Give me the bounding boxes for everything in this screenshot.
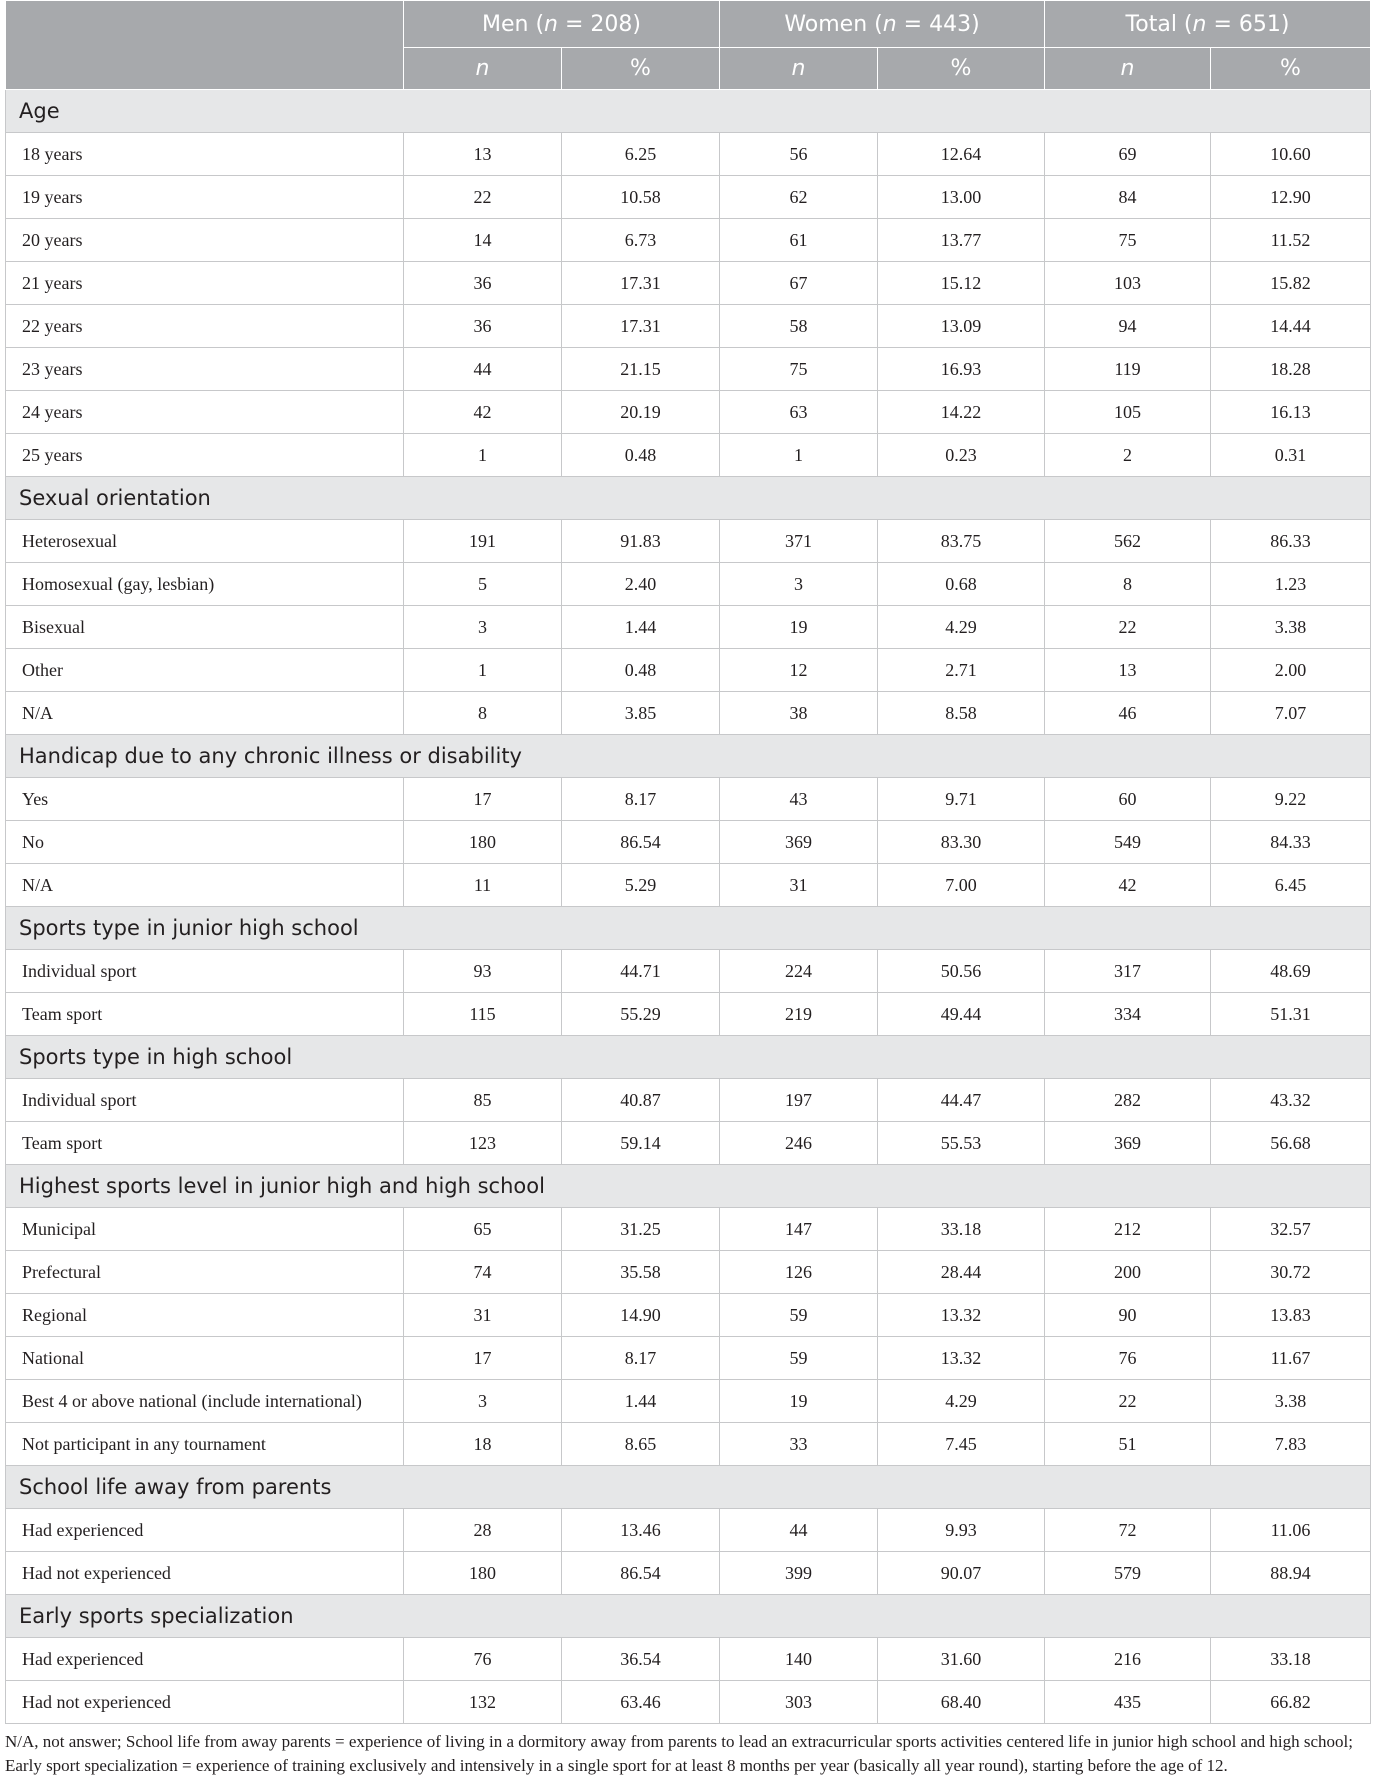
percent-cell: 9.93 (878, 1509, 1045, 1552)
count-cell: 119 (1045, 348, 1211, 391)
count-cell: 93 (404, 950, 562, 993)
count-cell: 18 (404, 1423, 562, 1466)
percent-cell: 4.29 (878, 606, 1045, 649)
percent-cell: 14.90 (562, 1294, 720, 1337)
percent-cell: 2.71 (878, 649, 1045, 692)
count-cell: 371 (720, 520, 878, 563)
section-header-row (6, 477, 1371, 520)
count-cell: 123 (404, 1122, 562, 1165)
percent-cell: 0.48 (562, 649, 720, 692)
percent-cell: 86.33 (1211, 520, 1371, 563)
count-cell: 8 (1045, 563, 1211, 606)
count-cell: 147 (720, 1208, 878, 1251)
row-label: Best 4 or above national (include international) (6, 1380, 404, 1423)
table-row (6, 133, 1371, 176)
row-label: 23 years (6, 348, 404, 391)
count-cell: 132 (404, 1681, 562, 1724)
percent-cell: 31.60 (878, 1638, 1045, 1681)
table-row (6, 1294, 1371, 1337)
percent-cell: 44.71 (562, 950, 720, 993)
percent-cell: 44.47 (878, 1079, 1045, 1122)
percent-cell: 91.83 (562, 520, 720, 563)
count-cell: 579 (1045, 1552, 1211, 1595)
row-label: Had experienced (6, 1509, 404, 1552)
count-cell: 549 (1045, 821, 1211, 864)
row-label: National (6, 1337, 404, 1380)
percent-cell: 4.29 (878, 1380, 1045, 1423)
count-cell: 562 (1045, 520, 1211, 563)
percent-cell: 13.32 (878, 1337, 1045, 1380)
percent-cell: 28.44 (878, 1251, 1045, 1294)
row-label: 20 years (6, 219, 404, 262)
count-cell: 435 (1045, 1681, 1211, 1724)
count-cell: 369 (720, 821, 878, 864)
count-cell: 22 (1045, 1380, 1211, 1423)
count-cell: 84 (1045, 176, 1211, 219)
section-title: Handicap due to any chronic illness or disability (6, 735, 1371, 778)
count-cell: 399 (720, 1552, 878, 1595)
percent-cell: 0.23 (878, 434, 1045, 477)
row-label: Team sport (6, 993, 404, 1036)
count-cell: 72 (1045, 1509, 1211, 1552)
table-row (6, 1122, 1371, 1165)
percent-cell: 86.54 (562, 1552, 720, 1595)
percent-cell: 13.32 (878, 1294, 1045, 1337)
row-label: 24 years (6, 391, 404, 434)
table-row (6, 950, 1371, 993)
percent-cell: 20.19 (562, 391, 720, 434)
count-cell: 90 (1045, 1294, 1211, 1337)
count-cell: 59 (720, 1294, 878, 1337)
table-row (6, 1509, 1371, 1552)
section-title: Sports type in junior high school (6, 907, 1371, 950)
percent-cell: 83.75 (878, 520, 1045, 563)
percent-cell: 12.90 (1211, 176, 1371, 219)
count-cell: 28 (404, 1509, 562, 1552)
count-cell: 42 (1045, 864, 1211, 907)
count-cell: 19 (720, 1380, 878, 1423)
section-title: Sexual orientation (6, 477, 1371, 520)
section-header-row (6, 1165, 1371, 1208)
percent-cell: 84.33 (1211, 821, 1371, 864)
percent-cell: 11.67 (1211, 1337, 1371, 1380)
percent-cell: 33.18 (1211, 1638, 1371, 1681)
count-cell: 38 (720, 692, 878, 735)
count-cell: 334 (1045, 993, 1211, 1036)
count-cell: 11 (404, 864, 562, 907)
count-cell: 59 (720, 1337, 878, 1380)
percent-cell: 35.58 (562, 1251, 720, 1294)
section-title: School life away from parents (6, 1466, 1371, 1509)
count-cell: 1 (404, 649, 562, 692)
subheader-percent: % (878, 48, 1045, 90)
section-header-row (6, 1466, 1371, 1509)
count-cell: 282 (1045, 1079, 1211, 1122)
percent-cell: 1.44 (562, 1380, 720, 1423)
percent-cell: 55.29 (562, 993, 720, 1036)
percent-cell: 14.44 (1211, 305, 1371, 348)
percent-cell: 3.85 (562, 692, 720, 735)
table-row (6, 1638, 1371, 1681)
table-row (6, 563, 1371, 606)
percent-cell: 32.57 (1211, 1208, 1371, 1251)
percent-cell: 36.54 (562, 1638, 720, 1681)
percent-cell: 0.48 (562, 434, 720, 477)
percent-cell: 10.58 (562, 176, 720, 219)
count-cell: 197 (720, 1079, 878, 1122)
count-cell: 31 (404, 1294, 562, 1337)
percent-cell: 83.30 (878, 821, 1045, 864)
count-cell: 43 (720, 778, 878, 821)
count-cell: 19 (720, 606, 878, 649)
percent-cell: 7.00 (878, 864, 1045, 907)
percent-cell: 8.58 (878, 692, 1045, 735)
percent-cell: 33.18 (878, 1208, 1045, 1251)
percent-cell: 51.31 (1211, 993, 1371, 1036)
percent-cell: 5.29 (562, 864, 720, 907)
header-blank-cell (6, 1, 404, 90)
percent-cell: 12.64 (878, 133, 1045, 176)
count-cell: 3 (404, 1380, 562, 1423)
percent-cell: 8.17 (562, 1337, 720, 1380)
row-label: Yes (6, 778, 404, 821)
percent-cell: 16.93 (878, 348, 1045, 391)
percent-cell: 1.44 (562, 606, 720, 649)
percent-cell: 15.12 (878, 262, 1045, 305)
count-cell: 126 (720, 1251, 878, 1294)
count-cell: 14 (404, 219, 562, 262)
count-cell: 191 (404, 520, 562, 563)
count-cell: 180 (404, 821, 562, 864)
section-header-row (6, 90, 1371, 133)
row-label: 21 years (6, 262, 404, 305)
count-cell: 67 (720, 262, 878, 305)
percent-cell: 13.83 (1211, 1294, 1371, 1337)
count-cell: 13 (1045, 649, 1211, 692)
table-row (6, 864, 1371, 907)
row-label: Had not experienced (6, 1681, 404, 1724)
percent-cell: 30.72 (1211, 1251, 1371, 1294)
count-cell: 17 (404, 1337, 562, 1380)
count-cell: 216 (1045, 1638, 1211, 1681)
percent-cell: 7.45 (878, 1423, 1045, 1466)
section-header-row (6, 735, 1371, 778)
percent-cell: 9.71 (878, 778, 1045, 821)
count-cell: 180 (404, 1552, 562, 1595)
count-cell: 22 (404, 176, 562, 219)
table-row (6, 821, 1371, 864)
count-cell: 60 (1045, 778, 1211, 821)
table-row (6, 1208, 1371, 1251)
count-cell: 61 (720, 219, 878, 262)
header-group-women: Women (n = 443) (720, 1, 1045, 48)
count-cell: 56 (720, 133, 878, 176)
count-cell: 115 (404, 993, 562, 1036)
count-cell: 65 (404, 1208, 562, 1251)
percent-cell: 59.14 (562, 1122, 720, 1165)
percent-cell: 8.65 (562, 1423, 720, 1466)
row-label: Individual sport (6, 1079, 404, 1122)
section-header-row (6, 1595, 1371, 1638)
percent-cell: 14.22 (878, 391, 1045, 434)
row-label: 19 years (6, 176, 404, 219)
table-row (6, 1251, 1371, 1294)
count-cell: 22 (1045, 606, 1211, 649)
percent-cell: 6.73 (562, 219, 720, 262)
percent-cell: 8.17 (562, 778, 720, 821)
percent-cell: 17.31 (562, 262, 720, 305)
count-cell: 200 (1045, 1251, 1211, 1294)
count-cell: 76 (1045, 1337, 1211, 1380)
table-row (6, 1552, 1371, 1595)
count-cell: 33 (720, 1423, 878, 1466)
percent-cell: 13.77 (878, 219, 1045, 262)
count-cell: 36 (404, 262, 562, 305)
count-cell: 76 (404, 1638, 562, 1681)
count-cell: 36 (404, 305, 562, 348)
count-cell: 75 (1045, 219, 1211, 262)
table-footnote: N/A, not answer; School life from away parents = experience of living in a dormitory away from parents to lead an extracurricular sports activities centered life in junior high school and high school; Early sport specialization = experience of training exclusively and intensively in a single sport for at least 8 months per year (basically all year round), starting before the age of 12. (5, 1732, 1353, 1775)
percent-cell: 3.38 (1211, 1380, 1371, 1423)
count-cell: 31 (720, 864, 878, 907)
percent-cell: 13.00 (878, 176, 1045, 219)
percent-cell: 43.32 (1211, 1079, 1371, 1122)
percent-cell: 55.53 (878, 1122, 1045, 1165)
count-cell: 69 (1045, 133, 1211, 176)
table-container (5, 0, 1370, 1724)
count-cell: 94 (1045, 305, 1211, 348)
table-row (6, 262, 1371, 305)
percent-cell: 0.31 (1211, 434, 1371, 477)
percent-cell: 9.22 (1211, 778, 1371, 821)
count-cell: 62 (720, 176, 878, 219)
section-title: Early sports specialization (6, 1595, 1371, 1638)
row-label: Had not experienced (6, 1552, 404, 1595)
row-label: 25 years (6, 434, 404, 477)
row-label: Individual sport (6, 950, 404, 993)
percent-cell: 16.13 (1211, 391, 1371, 434)
percent-cell: 13.46 (562, 1509, 720, 1552)
percent-cell: 11.52 (1211, 219, 1371, 262)
table-row (6, 778, 1371, 821)
percent-cell: 56.68 (1211, 1122, 1371, 1165)
section-title: Sports type in high school (6, 1036, 1371, 1079)
percent-cell: 3.38 (1211, 606, 1371, 649)
count-cell: 303 (720, 1681, 878, 1724)
count-cell: 42 (404, 391, 562, 434)
percent-cell: 6.25 (562, 133, 720, 176)
row-label: Heterosexual (6, 520, 404, 563)
percent-cell: 13.09 (878, 305, 1045, 348)
table-row (6, 176, 1371, 219)
section-header-row (6, 1036, 1371, 1079)
row-label: No (6, 821, 404, 864)
percent-cell: 21.15 (562, 348, 720, 391)
percent-cell: 11.06 (1211, 1509, 1371, 1552)
count-cell: 44 (720, 1509, 878, 1552)
count-cell: 105 (1045, 391, 1211, 434)
row-label: Other (6, 649, 404, 692)
table-row (6, 305, 1371, 348)
subheader-n: n (720, 48, 878, 90)
percent-cell: 40.87 (562, 1079, 720, 1122)
count-cell: 3 (720, 563, 878, 606)
count-cell: 140 (720, 1638, 878, 1681)
demographics-table (5, 0, 1371, 1724)
table-body (6, 90, 1371, 1724)
row-label: Bisexual (6, 606, 404, 649)
count-cell: 74 (404, 1251, 562, 1294)
subheader-n: n (404, 48, 562, 90)
count-cell: 246 (720, 1122, 878, 1165)
percent-cell: 66.82 (1211, 1681, 1371, 1724)
count-cell: 1 (404, 434, 562, 477)
count-cell: 13 (404, 133, 562, 176)
subheader-percent: % (1211, 48, 1371, 90)
percent-cell: 6.45 (1211, 864, 1371, 907)
count-cell: 2 (1045, 434, 1211, 477)
table-row (6, 1337, 1371, 1380)
subheader-n: n (1045, 48, 1211, 90)
count-cell: 17 (404, 778, 562, 821)
percent-cell: 1.23 (1211, 563, 1371, 606)
row-label: 18 years (6, 133, 404, 176)
table-row (6, 1079, 1371, 1122)
row-label: Municipal (6, 1208, 404, 1251)
count-cell: 85 (404, 1079, 562, 1122)
row-label: N/A (6, 864, 404, 907)
percent-cell: 7.07 (1211, 692, 1371, 735)
percent-cell: 31.25 (562, 1208, 720, 1251)
percent-cell: 50.56 (878, 950, 1045, 993)
section-title: Highest sports level in junior high and high school (6, 1165, 1371, 1208)
table-row (6, 348, 1371, 391)
header-group-men: Men (n = 208) (404, 1, 720, 48)
row-label: Not participant in any tournament (6, 1423, 404, 1466)
percent-cell: 18.28 (1211, 348, 1371, 391)
count-cell: 369 (1045, 1122, 1211, 1165)
row-label: Team sport (6, 1122, 404, 1165)
count-cell: 1 (720, 434, 878, 477)
percent-cell: 17.31 (562, 305, 720, 348)
table-header (6, 1, 1371, 90)
section-header-row (6, 907, 1371, 950)
table-row (6, 692, 1371, 735)
header-group-total: Total (n = 651) (1045, 1, 1371, 48)
percent-cell: 68.40 (878, 1681, 1045, 1724)
table-row (6, 606, 1371, 649)
table-row (6, 391, 1371, 434)
percent-cell: 90.07 (878, 1552, 1045, 1595)
row-label: N/A (6, 692, 404, 735)
count-cell: 75 (720, 348, 878, 391)
count-cell: 3 (404, 606, 562, 649)
count-cell: 317 (1045, 950, 1211, 993)
count-cell: 63 (720, 391, 878, 434)
percent-cell: 2.00 (1211, 649, 1371, 692)
count-cell: 58 (720, 305, 878, 348)
count-cell: 5 (404, 563, 562, 606)
percent-cell: 0.68 (878, 563, 1045, 606)
count-cell: 224 (720, 950, 878, 993)
subheader-percent: % (562, 48, 720, 90)
count-cell: 12 (720, 649, 878, 692)
table-row (6, 649, 1371, 692)
table-row (6, 1681, 1371, 1724)
table-row (6, 219, 1371, 262)
table-row (6, 993, 1371, 1036)
section-title: Age (6, 90, 1371, 133)
table-row (6, 434, 1371, 477)
percent-cell: 10.60 (1211, 133, 1371, 176)
row-label: 22 years (6, 305, 404, 348)
percent-cell: 48.69 (1211, 950, 1371, 993)
percent-cell: 15.82 (1211, 262, 1371, 305)
row-label: Regional (6, 1294, 404, 1337)
count-cell: 103 (1045, 262, 1211, 305)
count-cell: 51 (1045, 1423, 1211, 1466)
percent-cell: 7.83 (1211, 1423, 1371, 1466)
table-row (6, 1380, 1371, 1423)
count-cell: 8 (404, 692, 562, 735)
percent-cell: 86.54 (562, 821, 720, 864)
count-cell: 46 (1045, 692, 1211, 735)
percent-cell: 88.94 (1211, 1552, 1371, 1595)
count-cell: 44 (404, 348, 562, 391)
percent-cell: 2.40 (562, 563, 720, 606)
row-label: Had experienced (6, 1638, 404, 1681)
row-label: Prefectural (6, 1251, 404, 1294)
count-cell: 212 (1045, 1208, 1211, 1251)
count-cell: 219 (720, 993, 878, 1036)
row-label: Homosexual (gay, lesbian) (6, 563, 404, 606)
percent-cell: 63.46 (562, 1681, 720, 1724)
table-row (6, 1423, 1371, 1466)
percent-cell: 49.44 (878, 993, 1045, 1036)
table-row (6, 520, 1371, 563)
